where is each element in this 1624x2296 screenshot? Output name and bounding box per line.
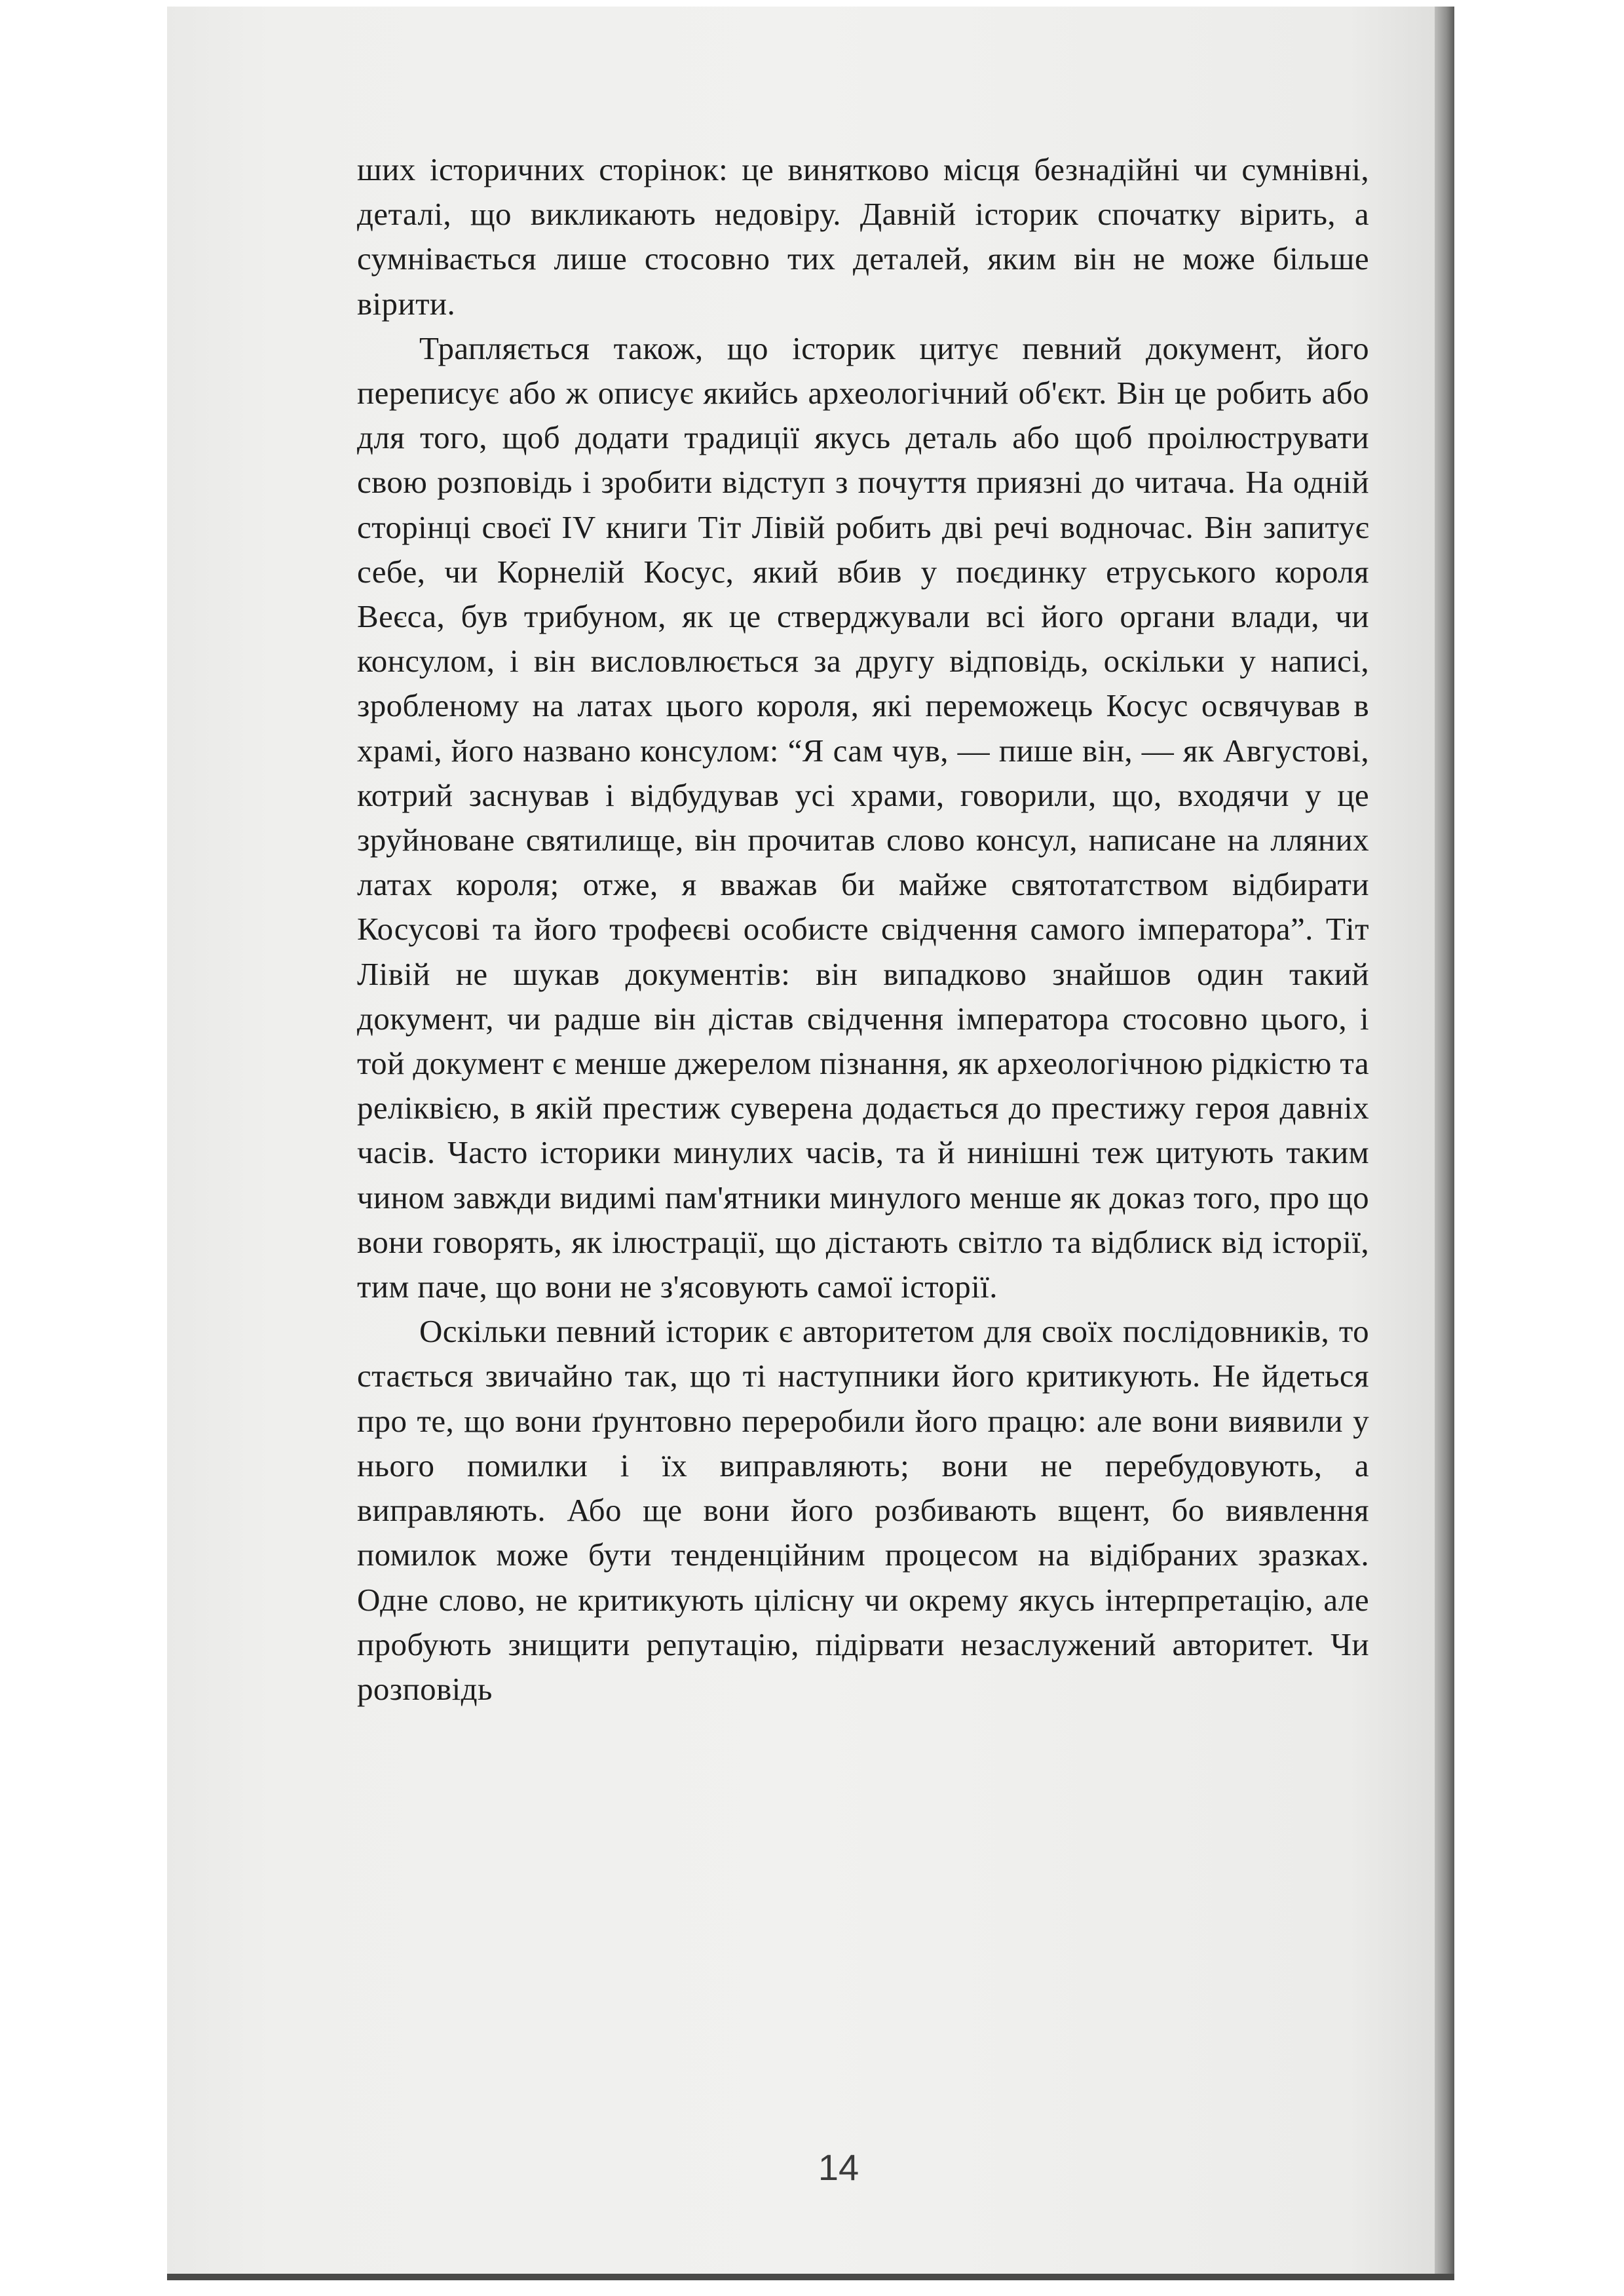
- paragraph-3: Оскільки певний історик є авторитетом для своїх послідовників, то стається звичайно так, що ті наступники його критикують. Не йдеться про те, що вони ґрунтовно переробили його працю: але вони виявили у нього помилки і їх виправляють; вони не перебудовують, а виправляють. Або ще вони його розбивають вщент, бо виявлення помилок може бути тенденційним процесом на відібраних зразках. Одне слово, не критикують цілісну чи окрему якусь інтерпретацію, але пробують знищити репутацію, підірвати незаслужений авторитет. Чи розповідь: [357, 1313, 1369, 1707]
- page-number: 14: [818, 2147, 859, 2188]
- paragraph-1: ших історичних сторінок: це винятково місця безнадійні чи сумнівні, деталі, що викликають недовіру. Давній історик спочатку вірить, а сумнівається лише стосовно тих деталей, яким він не може більше вірити.: [357, 151, 1369, 322]
- page-edge-shadow: [1435, 7, 1454, 2280]
- body-text: [357, 147, 1369, 1712]
- page-edge-bottom: [167, 2274, 1454, 2280]
- paragraph-2: Трапляється також, що історик цитує певний документ, його переписує або ж описує якийсь археологічний об'єкт. Він це робить або для того, щоб додати традиції якусь деталь або щоб проілюструвати свою розповідь і зробити відступ з почуття приязні до читача. На одній сторінці своєї IV книги Тіт Лівій робить дві речі водночас. Він запитує себе, чи Корнелій Косус, який вбив у поєдинку етруського короля Веєса, був трибуном, як це стверджували всі його органи влади, чи консулом, і він висловлюється за другу відповідь, оскільки у написі, зробленому на латах цього короля, які переможець Косус освячував в храмі, його названо консулом: “Я сам чув, — пише він, — як Августові, котрий заснував і відбудував усі храми, говорили, що, входячи у це зруйноване святилище, він прочитав слово консул, написане на лляних латах короля; отже, я вважав би майже святотатством відбирати Косусові та його трофеєві особисте свідчення самого імператора”. Тіт Лівій не шукав документів: він випадково знайшов один такий документ, чи радше він дістав свідчення імператора стосовно цього, і той документ є менше джерелом пізнання, як археологічною рідкістю та реліквією, в якій престиж суверена додається до престижу героя давніх часів. Часто історики минулих часів, та й нинішні теж цитують таким чином завжди видимі пам'ятники минулого менше як доказ того, про що вони говорять, як ілюстрації, що дістають світло та відблиск від історії, тим паче, що вони не з'ясовують самої історії.: [357, 330, 1369, 1305]
